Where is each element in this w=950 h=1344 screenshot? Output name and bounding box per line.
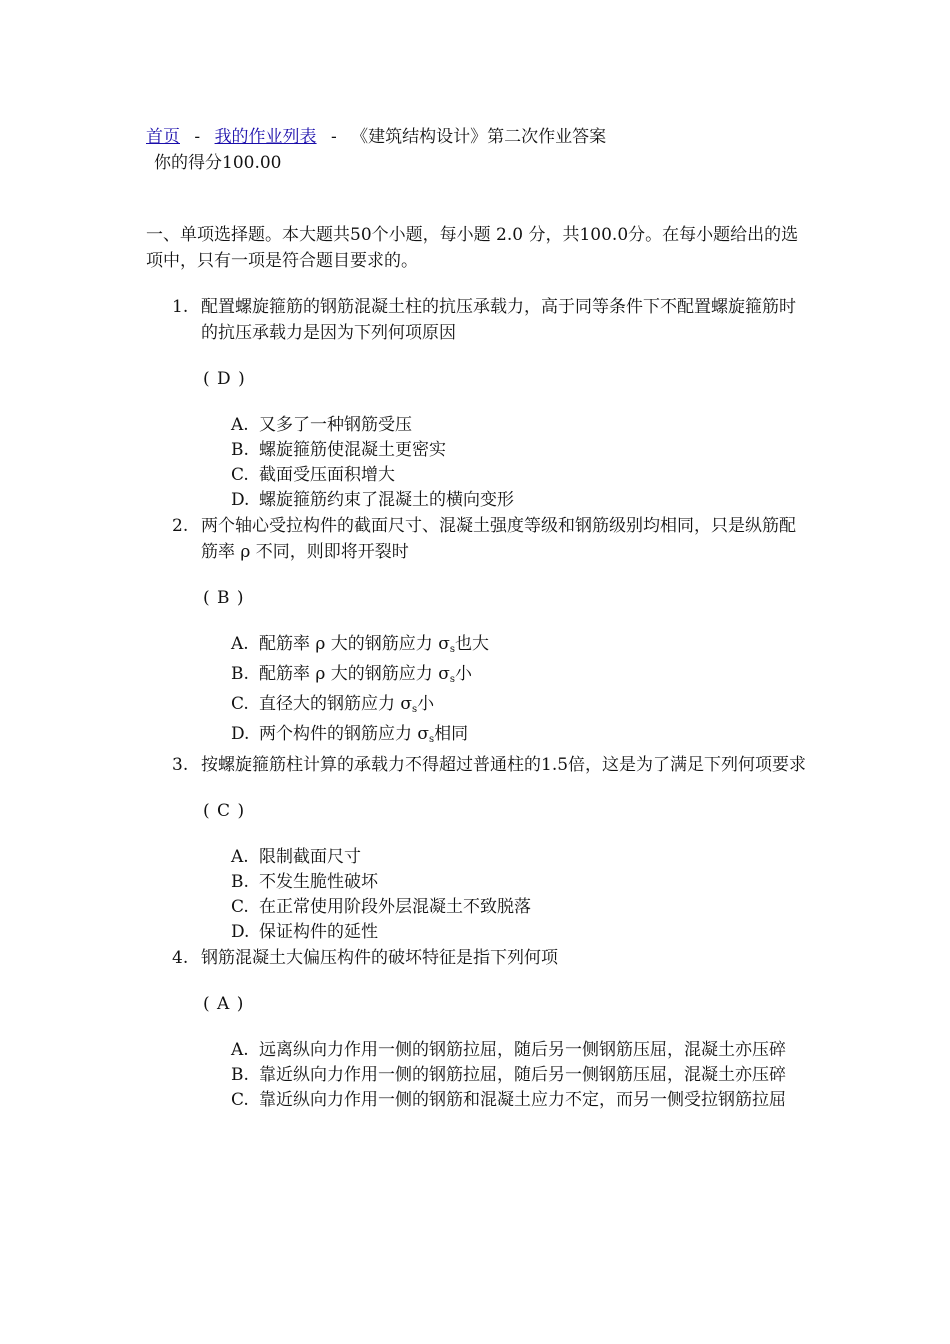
answer-option [201,895,811,920]
answer-option [201,722,811,752]
option-letter: A. [231,415,249,435]
question-list [146,294,811,1113]
option-text-tail: 也大 [454,634,489,654]
answer-option [201,413,811,438]
breadcrumb-separator: - [330,127,337,147]
answer-option [201,1063,811,1088]
option-text-tail: 小 [454,664,472,684]
option-letter: A. [231,1040,249,1060]
option-letter: C. [231,897,249,917]
option-letter: C. [231,465,249,485]
assignment-page [146,124,811,1113]
option-text: 保证构件的延性 [259,922,378,942]
option-text: 限制截面尺寸 [259,847,361,867]
option-list [201,413,811,513]
option-letter: B. [231,1065,249,1085]
option-letter: D. [231,922,250,942]
option-text: 直径大的钢筋应力 σ [259,694,413,714]
option-letter: B. [231,872,249,892]
answer-option [201,920,811,945]
option-text: 靠近纵向力作用一侧的钢筋拉屈，随后另一侧钢筋压屈，混凝土亦压碎 [259,1065,786,1085]
option-subscript: s [412,704,418,715]
option-letter: A. [231,847,249,867]
question-item [146,945,811,1113]
option-letter: B. [231,440,249,460]
question-number: 4. [172,948,189,968]
option-text: 螺旋箍筋约束了混凝土的横向变形 [259,490,514,510]
question-text: 两个轴心受拉构件的截面尺寸、混凝土强度等级和钢筋级别均相同，只是纵筋配筋率 ρ 不同，则即将开裂时 [201,516,796,562]
option-text: 截面受压面积增大 [259,465,395,485]
breadcrumb-current-page: 《建筑结构设计》第二次作业答案 [351,127,607,147]
option-subscript: s [449,644,455,655]
question-answer: ( D ) [203,369,246,389]
option-letter: C. [231,694,249,714]
question-answer: ( B ) [203,588,245,608]
answer-option [201,692,811,722]
option-letter: D. [231,724,250,744]
question-number: 3. [172,755,189,775]
option-text: 两个构件的钢筋应力 σ [259,724,430,744]
answer-option [201,463,811,488]
option-letter: A. [231,634,249,654]
section-intro: 一、单项选择题。本大题共50个小题，每小题 2.0 分，共100.0分。在每小题给出的选项中，只有一项是符合题目要求的。 [146,225,799,271]
question-number: 2. [172,516,189,536]
answer-option [201,488,811,513]
option-subscript: s [429,734,435,745]
question-text: 按螺旋箍筋柱计算的承载力不得超过普通柱的1.5倍，这是为了满足下列何项要求 [201,755,807,775]
breadcrumb [146,124,811,150]
question-item [146,513,811,752]
option-letter: D. [231,490,250,510]
option-text: 配筋率 ρ 大的钢筋应力 σ [259,664,450,684]
breadcrumb-separator: - [194,127,201,147]
answer-option [201,662,811,692]
option-text: 靠近纵向力作用一侧的钢筋和混凝土应力不定，而另一侧受拉钢筋拉屈 [259,1090,786,1110]
question-answer: ( A ) [203,994,245,1014]
option-text: 又多了一种钢筋受压 [259,415,412,435]
question-number: 1. [172,297,189,317]
question-text: 钢筋混凝土大偏压构件的破坏特征是指下列何项 [201,948,558,968]
option-list [201,632,811,752]
question-text: 配置螺旋箍筋的钢筋混凝土柱的抗压承载力，高于同等条件下不配置螺旋箍筋时的抗压承载力是因为下列何项原因 [201,297,796,343]
breadcrumb-home-link[interactable]: 首页 [146,127,180,147]
option-letter: C. [231,1090,249,1110]
answer-option [201,438,811,463]
option-list [201,845,811,945]
answer-option [201,870,811,895]
option-text-tail: 相同 [434,724,469,744]
option-text: 螺旋箍筋使混凝土更密实 [259,440,446,460]
question-item [146,294,811,513]
option-subscript: s [449,674,455,685]
option-text-tail: 小 [417,694,435,714]
answer-option [201,1088,811,1113]
option-text: 不发生脆性破坏 [259,872,378,892]
option-text: 配筋率 ρ 大的钢筋应力 σ [259,634,450,654]
option-list [201,1038,811,1113]
answer-option [201,632,811,662]
question-item [146,752,811,945]
option-letter: B. [231,664,249,684]
breadcrumb-assignment-list-link[interactable]: 我的作业列表 [214,127,317,147]
answer-option [201,1038,811,1063]
score-text: 你的得分100.00 [154,153,282,173]
option-text: 在正常使用阶段外层混凝土不致脱落 [259,897,531,917]
option-text: 远离纵向力作用一侧的钢筋拉屈，随后另一侧钢筋压屈，混凝土亦压碎 [259,1040,786,1060]
answer-option [201,845,811,870]
question-answer: ( C ) [203,801,246,821]
